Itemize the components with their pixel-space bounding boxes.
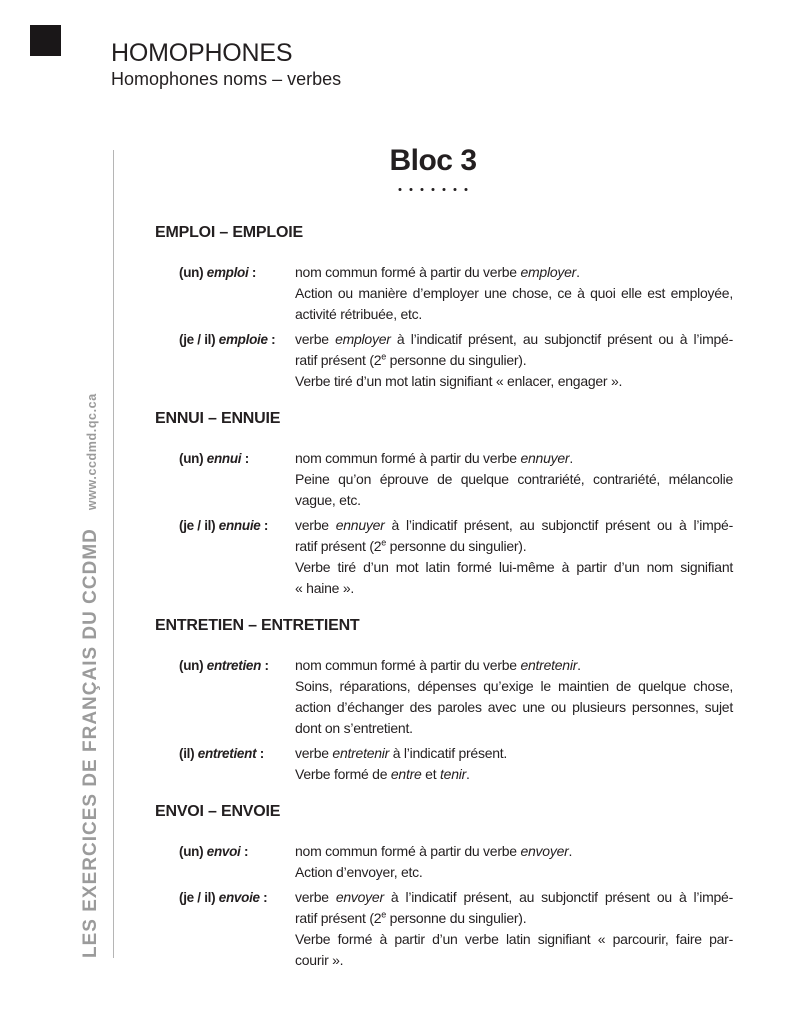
- page-title: HOMOPHONES: [111, 39, 293, 67]
- definition-line: action d’échanger des paroles avec une ou plusieurs personnes, sujet: [295, 699, 733, 715]
- definition-line: Action d’envoyer, etc.: [295, 864, 423, 880]
- entry-term: (je / il) envoie :: [179, 890, 268, 905]
- definition-line: verbe employer à l’indicatif présent, au subjonctif présent ou à l’impé-: [295, 331, 733, 347]
- definition-entry: [155, 262, 735, 325]
- bloc-title: Bloc 3: [389, 144, 477, 177]
- homophone-section: [155, 617, 735, 785]
- sections: [155, 224, 735, 989]
- entry-term: (un) entretien :: [179, 658, 269, 673]
- definition-line: Verbe formé de entre et tenir.: [295, 766, 470, 782]
- bloc-dot: [465, 188, 468, 191]
- definition-line: verbe entretenir à l’indicatif présent.: [295, 745, 508, 761]
- sidebar-url-text: www.ccdmd.qc.ca: [85, 393, 99, 511]
- entry-definition: [295, 329, 733, 392]
- corner-square-mark: [30, 25, 61, 56]
- definition-line: nom commun formé à partir du verbe employer.: [295, 264, 580, 280]
- homophone-section: [155, 410, 735, 599]
- entry-definition: [295, 655, 733, 739]
- definition-line: Verbe formé à partir d’un verbe latin signifiant « parcourir, faire par-: [295, 931, 733, 947]
- section-heading: ENVOI – ENVOIE: [155, 803, 281, 820]
- definition-line: ratif présent (2e personne du singulier).: [295, 909, 527, 926]
- definition-entry: [155, 887, 735, 971]
- definition-line: dont on s’entretient.: [295, 720, 413, 736]
- bloc-dot: [399, 188, 402, 191]
- entry-term: (un) ennui :: [179, 451, 249, 466]
- definition-line: nom commun formé à partir du verbe entretenir.: [295, 657, 581, 673]
- bloc-dot: [421, 188, 424, 191]
- page-header: [111, 40, 341, 90]
- bloc-heading: [389, 146, 476, 191]
- vertical-divider: [113, 150, 114, 958]
- definition-line: « haine ».: [295, 580, 354, 596]
- section-heading: ENTRETIEN – ENTRETIENT: [155, 617, 360, 634]
- definition-entry: [155, 655, 735, 739]
- definition-line: ratif présent (2e personne du singulier).: [295, 351, 527, 368]
- definition-line: nom commun formé à partir du verbe envoyer.: [295, 843, 573, 859]
- definition-line: Peine qu’on éprouve de quelque contrariété, contrariété, mélancolie: [295, 471, 733, 487]
- sidebar-vertical-text: [80, 393, 102, 958]
- entry-term: (je / il) emploie :: [179, 332, 276, 347]
- definition-entry: [155, 515, 735, 599]
- definition-line: Verbe tiré d’un mot latin signifiant « enlacer, engager ».: [295, 373, 623, 389]
- homophone-section: [155, 224, 735, 392]
- entry-term: (un) emploi :: [179, 265, 257, 280]
- sidebar-brand-text: LES EXERCICES DE FRANÇAIS DU CCDMD: [80, 528, 101, 958]
- definition-line: activité rétribuée, etc.: [295, 306, 423, 322]
- definition-entry: [155, 841, 735, 883]
- entry-definition: [295, 515, 733, 599]
- definition-line: Verbe tiré d’un mot latin formé lui-même à partir d’un nom signifiant: [295, 559, 733, 575]
- entry-term: (je / il) ennuie :: [179, 518, 269, 533]
- definition-line: ratif présent (2e personne du singulier).: [295, 537, 527, 554]
- definition-line: vague, etc.: [295, 492, 361, 508]
- entry-definition: [295, 262, 733, 325]
- definition-line: courir ».: [295, 952, 344, 968]
- definition-line: Action ou manière d’employer une chose, ce à quoi elle est employée,: [295, 285, 733, 301]
- definition-line: verbe envoyer à l’indicatif présent, au subjonctif présent ou à l’impé-: [295, 889, 733, 905]
- entry-definition: [295, 887, 733, 971]
- definition-entry: [155, 448, 735, 511]
- bloc-dot: [454, 188, 457, 191]
- entry-term: (il) entretient :: [179, 746, 264, 761]
- entry-definition: [295, 841, 733, 883]
- entry-term: (un) envoi :: [179, 844, 249, 859]
- definition-entry: [155, 743, 735, 785]
- entry-definition: [295, 743, 733, 785]
- definition-entry: [155, 329, 735, 392]
- page-subtitle: Homophones noms – verbes: [111, 69, 342, 89]
- section-heading: EMPLOI – EMPLOIE: [155, 224, 303, 241]
- definition-line: Soins, réparations, dépenses qu’exige le maintien de quelque chose,: [295, 678, 733, 694]
- definition-line: verbe ennuyer à l’indicatif présent, au subjonctif présent ou à l’impé-: [295, 517, 733, 533]
- bloc-dots: [389, 188, 476, 191]
- entry-definition: [295, 448, 733, 511]
- section-heading: ENNUI – ENNUIE: [155, 410, 281, 427]
- bloc-dot: [432, 188, 435, 191]
- definition-line: nom commun formé à partir du verbe ennuyer.: [295, 450, 573, 466]
- bloc-dot: [443, 188, 446, 191]
- bloc-dot: [410, 188, 413, 191]
- homophone-section: [155, 803, 735, 971]
